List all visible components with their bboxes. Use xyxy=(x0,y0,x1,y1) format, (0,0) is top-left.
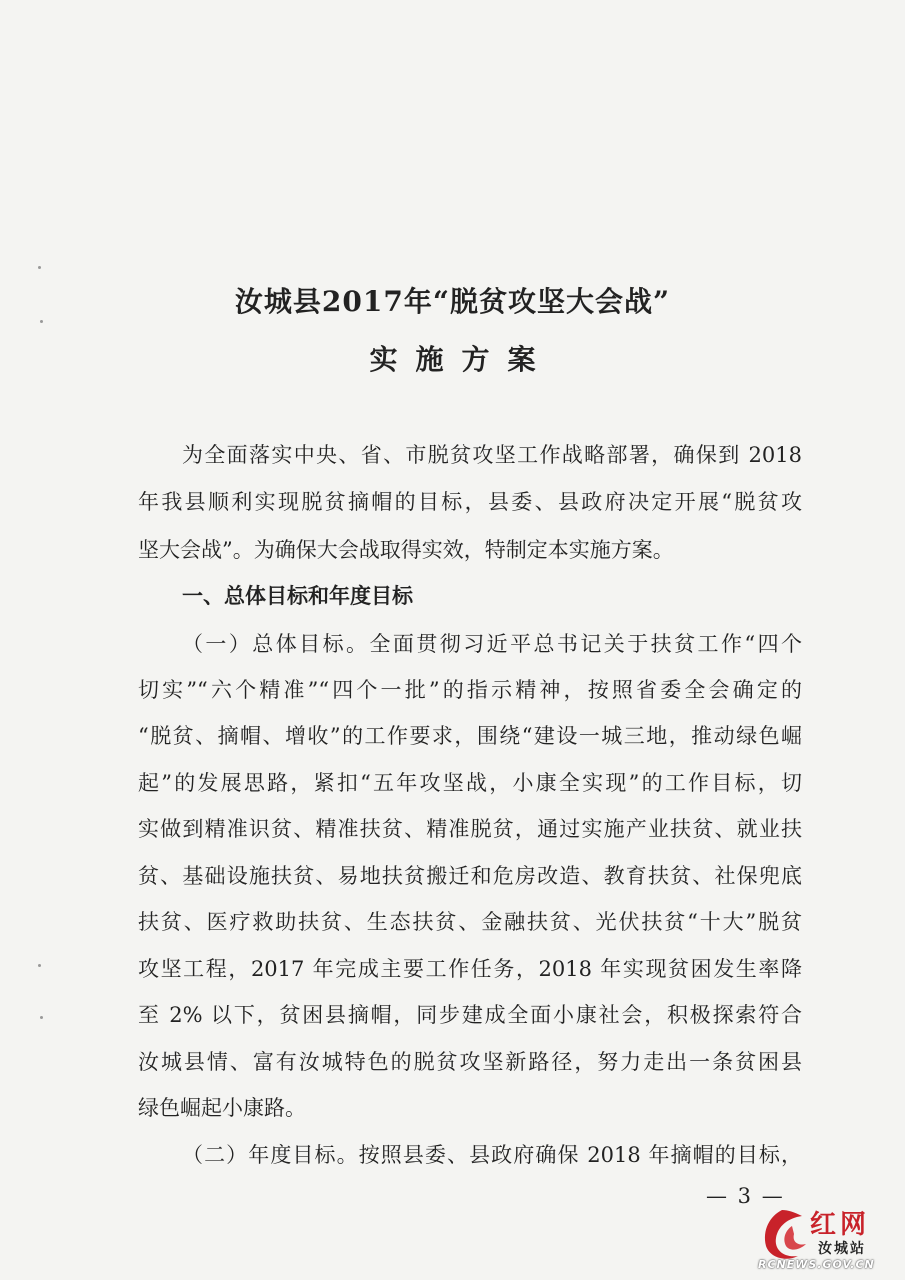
document-title: 汝城县2017年“脱贫攻坚大会战” xyxy=(234,285,671,318)
section-heading: 一、总体目标和年度目标 xyxy=(182,584,413,608)
paragraph-line: 扶贫、医疗救助扶贫、生态扶贫、金融扶贫、光伏扶贫“十大”脱贫 xyxy=(138,910,802,934)
paragraph-line: 绿色崛起小康路。 xyxy=(138,1096,306,1120)
scan-speck xyxy=(40,1016,43,1019)
intro-line: 为全面落实中央、省、市脱贫攻坚工作战略部署，确保到 2018 xyxy=(182,443,802,467)
intro-line: 年我县顺利实现脱贫摘帽的目标，县委、县政府决定开展“脱贫攻 xyxy=(138,490,802,514)
paragraph-line: 起”的发展思路，紧扣“五年攻坚战，小康全实现”的工作目标，切 xyxy=(138,771,802,795)
paragraph-line: 至 2% 以下，贫困县摘帽，同步建成全面小康社会，积极探索符合 xyxy=(138,1003,802,1027)
paragraph-line: （一）总体目标。全面贯彻习近平总书记关于扶贫工作“四个 xyxy=(182,632,802,656)
watermark-url: RCNEWS.GOV.CN xyxy=(758,1258,875,1271)
brand-swoosh-icon xyxy=(752,1206,812,1264)
paragraph-line: 攻坚工程，2017 年完成主要工作任务，2018 年实现贫困发生率降 xyxy=(138,957,802,981)
paragraph-line: 切实”“六个精准”“四个一批”的指示精神，按照省委全会确定的 xyxy=(138,678,802,702)
paragraph-line: “脱贫、摘帽、增收”的工作要求，围绕“建设一城三地，推动绿色崛 xyxy=(138,724,802,748)
intro-line: 坚大会战”。为确保大会战取得实效，特制定本实施方案。 xyxy=(138,538,674,562)
document-subtitle: 实施方案 xyxy=(369,343,554,376)
watermark-logo xyxy=(752,1200,892,1272)
watermark-station: 汝城站 xyxy=(818,1241,866,1257)
scan-speck xyxy=(38,266,41,269)
paragraph-line: 实做到精准识贫、精准扶贫、精准脱贫，通过实施产业扶贫、就业扶 xyxy=(138,817,802,841)
paragraph-line: 贫、基础设施扶贫、易地扶贫搬迁和危房改造、教育扶贫、社保兜底 xyxy=(138,864,802,888)
page-number: — 3 — xyxy=(706,1184,785,1208)
scan-speck xyxy=(38,964,41,967)
watermark-brand: 红网 xyxy=(810,1210,871,1240)
scan-speck xyxy=(40,320,43,323)
paragraph-line: 汝城县情、富有汝城特色的脱贫攻坚新路径，努力走出一条贫困县 xyxy=(138,1050,802,1074)
paragraph-line: （二）年度目标。按照县委、县政府确保 2018 年摘帽的目标， xyxy=(182,1143,802,1167)
